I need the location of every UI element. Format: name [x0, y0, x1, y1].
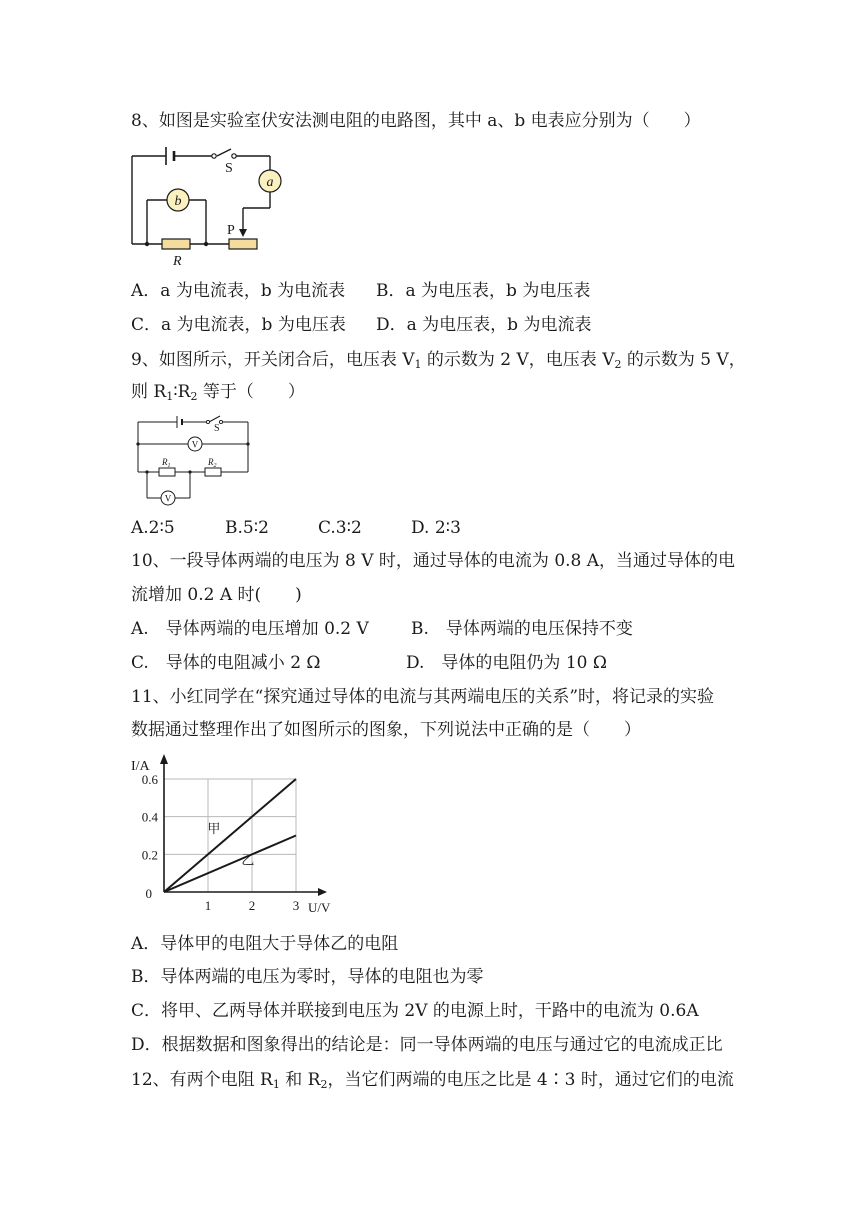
y-tick-label-2: 0.4 — [141, 809, 158, 825]
q11-option-c: C．将甲、乙两导体并联接到电压为 2V 的电源上时，干路中的电流为 0.6A — [131, 1001, 699, 1021]
q9-option-c: C.3∶2 — [318, 518, 362, 538]
q8-meter-a-label: a — [266, 175, 274, 190]
q9-stem-line1: 9、如图所示，开关闭合后，电压表 $V_1$ 的示数为 2 V，电压表 $V_2$ 的示数为 5 V， — [131, 350, 746, 371]
q9-switch-label: S — [214, 423, 220, 434]
q8-option-b: B．a 为电压表，b 为电压表 — [376, 281, 591, 301]
series-label-2: 乙 — [241, 852, 255, 868]
q8-meter-b-label: b — [174, 194, 182, 209]
q10-stem-line2: 流增加 0.2 A 时( ) — [131, 585, 302, 605]
q10-option-d: D. 导体的电阻仍为 10 Ω — [406, 653, 607, 673]
q9-meter-top-label: V — [191, 439, 199, 450]
q11-option-a: A．导体甲的电阻大于导体乙的电阻 — [131, 934, 399, 954]
q8-slider-label: P — [227, 223, 235, 238]
x-tick-label-1: 1 — [204, 898, 212, 913]
q8-resistor-label: R — [173, 254, 182, 269]
x-axis-arrow — [318, 888, 327, 896]
q9-option-d: D. 2∶3 — [411, 518, 461, 538]
x-tick-label-3: 3 — [292, 898, 300, 913]
q10-option-b: B. 导体两端的电压保持不变 — [411, 619, 633, 639]
chart-y-axis-label: I/A — [131, 759, 150, 774]
series-line-2 — [164, 836, 296, 893]
chart-x-axis-label: U/V — [308, 900, 331, 915]
x-tick-label-2: 2 — [248, 898, 256, 913]
y-tick-label-3: 0.6 — [141, 772, 158, 787]
q8-circuit-diagram — [126, 141, 286, 271]
q9-meter-bottom-label: V — [164, 493, 172, 504]
q8-option-c: C．a 为电流表，b 为电压表 — [131, 315, 346, 335]
q8-stem: 8、如图是实验室伏安法测电阻的电路图，其中 a、b 电表应分别为（ ） — [131, 111, 701, 131]
chart-origin-label: 0 — [145, 886, 152, 901]
q9-circuit-diagram — [135, 412, 255, 508]
chart-series — [164, 779, 296, 892]
q12-stem-line1: 12、有两个电阻 $R_1$ 和 $R_2$，当它们两端的电压之比是 4∶3 时，通过它们的电流 — [131, 1070, 734, 1091]
q9-r1-label: $R_1$ — [162, 457, 171, 469]
q9-option-a: A.2∶5 — [131, 518, 175, 538]
y-tick-label-1: 0.2 — [141, 847, 158, 863]
series-label-1: 甲 — [207, 821, 221, 837]
q10-option-c: C. 导体的电阻减小 2 Ω — [131, 653, 321, 673]
q10-option-a: A. 导体两端的电压增加 0.2 V — [131, 619, 369, 639]
q11-stem-line2: 数据通过整理作出了如图所示的图象，下列说法中正确的是（ ） — [131, 720, 641, 740]
q11-option-b: B．导体两端的电压为零时，导体的电阻也为零 — [131, 967, 484, 987]
q10-stem-line1: 10、一段导体两端的电压为 8 V 时，通过导体的电流为 0.8 A，当通过导体的电 — [131, 551, 736, 571]
q9-stem-line2: 则 $R_1∶R_2$ 等于（ ） — [131, 382, 305, 403]
q11-option-d: D．根据数据和图象得出的结论是：同一导体两端的电压与通过它的电流成正比 — [131, 1035, 723, 1055]
y-axis-arrow — [160, 754, 168, 764]
q9-option-b: B.5∶2 — [225, 518, 269, 538]
q11-stem-line1: 11、小红同学在“探究通过导体的电流与其两端电压的关系”时，将记录的实验 — [131, 687, 715, 707]
q8-switch-label: S — [225, 161, 233, 176]
q8-option-d: D．a 为电压表，b 为电流表 — [376, 315, 592, 335]
q8-option-a: A．a 为电流表，b 为电流表 — [131, 281, 346, 301]
q11-iu-graph — [125, 752, 340, 922]
q9-r2-label: $R_2$ — [208, 457, 217, 469]
series-line-1 — [164, 779, 296, 892]
